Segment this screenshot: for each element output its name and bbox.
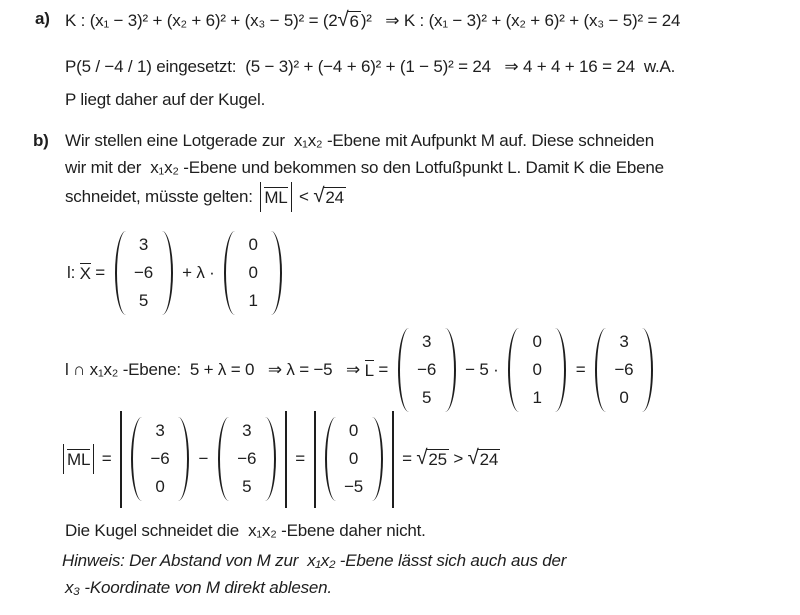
paren-right xyxy=(264,417,276,501)
equals: = xyxy=(571,360,590,379)
sqrt-expression xyxy=(313,184,346,208)
conclusion-line: Die Kugel schneidet die x₁x₂ -Ebene daher nicht. xyxy=(65,521,426,540)
paren-left xyxy=(398,328,410,412)
abs-bar xyxy=(93,444,94,474)
vector-entry: 0 xyxy=(155,477,165,496)
hint-line-2: x₃ -Koordinate von M direkt ablesen. xyxy=(65,578,332,597)
equation-text: )² ⇒ K : (x₁ − 3)² + (x₂ + 6)² + (x₃ − 5)² = 24 xyxy=(360,11,681,30)
sqrt-expression xyxy=(416,446,449,470)
equation-line-l xyxy=(67,226,287,320)
equation-line-ml xyxy=(60,408,500,510)
operator: − 5 · xyxy=(460,360,504,379)
vector-entry: 5 xyxy=(242,477,252,496)
vector-entry: 0 xyxy=(248,235,258,254)
column-vector xyxy=(224,231,282,315)
paren-left xyxy=(508,328,520,412)
vector-entry: −6 xyxy=(134,263,154,282)
sqrt-expression xyxy=(467,446,501,470)
equals: = xyxy=(97,449,116,468)
radicand: 24 xyxy=(325,187,344,207)
less-than: < xyxy=(294,187,314,206)
column-vector xyxy=(325,417,383,501)
math-line-a2: P(5 / −4 / 1) eingesetzt: (5 − 3)² + (−4 + 6)² + (1 − 5)² = 24 ⇒ 4 + 4 + 16 = 24 w.A. xyxy=(65,57,676,76)
column-vector xyxy=(131,417,189,501)
paren-right xyxy=(444,328,456,412)
paren-right xyxy=(371,417,383,501)
vector-entry: 0 xyxy=(348,449,359,468)
paren-left xyxy=(224,231,236,315)
paren-right xyxy=(641,328,653,412)
vector-entry: 3 xyxy=(619,332,629,351)
part-a-label: a) xyxy=(35,9,50,28)
equation-text: K : (x₁ − 3)² + (x₂ + 6)² + (x₃ − 5)² = (2 xyxy=(65,11,338,30)
text-line-b2: wir mit der x₁x₂ -Ebene und bekommen so den Lotfußpunkt L. Damit K die Ebene xyxy=(65,158,664,177)
segment-ML: ML xyxy=(264,188,288,208)
math-line-a1 xyxy=(65,6,680,36)
paren-right xyxy=(270,231,282,315)
hint-line-1: Hinweis: Der Abstand von M zur x₁x₂ -Ebene lässt sich auch aus der xyxy=(62,551,567,570)
equals: = xyxy=(90,263,110,282)
vector-entry: 3 xyxy=(155,421,165,440)
paren-left xyxy=(595,328,607,412)
part-b-label: b) xyxy=(33,131,49,150)
column-vector xyxy=(508,328,566,412)
greater-than: > xyxy=(448,449,468,468)
vector-entry: 3 xyxy=(242,421,252,440)
operator: + λ · xyxy=(177,263,220,282)
vector-entry: 0 xyxy=(532,332,542,351)
equals: = xyxy=(397,449,417,468)
vector-entry: 0 xyxy=(619,388,629,407)
paren-left xyxy=(115,231,127,315)
segment-ML: ML xyxy=(67,450,91,470)
column-vector xyxy=(595,328,653,412)
abs-bar-tall xyxy=(314,411,316,508)
abs-bar xyxy=(260,182,261,212)
radical-sign: √ xyxy=(416,446,428,469)
column-vector xyxy=(115,231,173,315)
vector-entry: 0 xyxy=(248,263,258,282)
text: schneidet, müsste gelten: xyxy=(65,187,258,206)
vector-entry: 0 xyxy=(348,421,359,440)
paren-left xyxy=(131,417,143,501)
vector-entry: 5 xyxy=(421,388,432,407)
vector-entry: −5 xyxy=(344,477,364,496)
vector-entry: −6 xyxy=(150,449,170,468)
vector-entry: 1 xyxy=(248,291,258,310)
radicand: 6 xyxy=(349,11,359,31)
equation-text: l ∩ x₁x₂ -Ebene: 5 + λ = 0 ⇒ λ = −5 ⇒ xyxy=(65,360,365,379)
vector-entry: 5 xyxy=(138,291,149,310)
vector-L: L xyxy=(364,361,374,381)
paren-left xyxy=(325,417,337,501)
column-vector xyxy=(218,417,276,501)
vector-entry: 3 xyxy=(138,235,149,254)
equals: = xyxy=(290,449,310,468)
line-name: l: xyxy=(67,263,80,282)
vector-entry: 1 xyxy=(532,388,542,407)
paren-right xyxy=(554,328,566,412)
equation-line-intersection xyxy=(65,324,658,416)
paren-right xyxy=(161,231,173,315)
vector-entry: −6 xyxy=(417,360,437,379)
vector-entry: 3 xyxy=(421,332,432,351)
paren-left xyxy=(218,417,230,501)
vector-X: X xyxy=(79,264,91,284)
vector-entry: −6 xyxy=(237,449,257,468)
abs-bar xyxy=(291,182,292,212)
equals: = xyxy=(373,360,393,379)
sqrt-expression xyxy=(337,8,361,32)
radicand: 25 xyxy=(428,449,447,469)
radical-sign: √ xyxy=(337,8,349,31)
abs-bar-tall xyxy=(120,411,122,508)
text-line-b1: Wir stellen eine Lotgerade zur x₁x₂ -Ebene mit Aufpunkt M auf. Diese schneiden xyxy=(65,131,655,150)
radical-sign: √ xyxy=(313,184,325,207)
text-line-b3 xyxy=(65,181,346,213)
column-vector xyxy=(398,328,456,412)
vector-entry: −6 xyxy=(614,360,634,379)
radical-sign: √ xyxy=(467,446,479,469)
vector-entry: 0 xyxy=(532,360,542,379)
abs-bar-tall xyxy=(285,411,287,508)
paren-right xyxy=(177,417,189,501)
radicand: 24 xyxy=(479,449,499,469)
abs-bar xyxy=(63,444,64,474)
operator: − xyxy=(194,449,213,468)
abs-bar-tall xyxy=(392,411,394,508)
text-line-a3: P liegt daher auf der Kugel. xyxy=(65,90,266,109)
